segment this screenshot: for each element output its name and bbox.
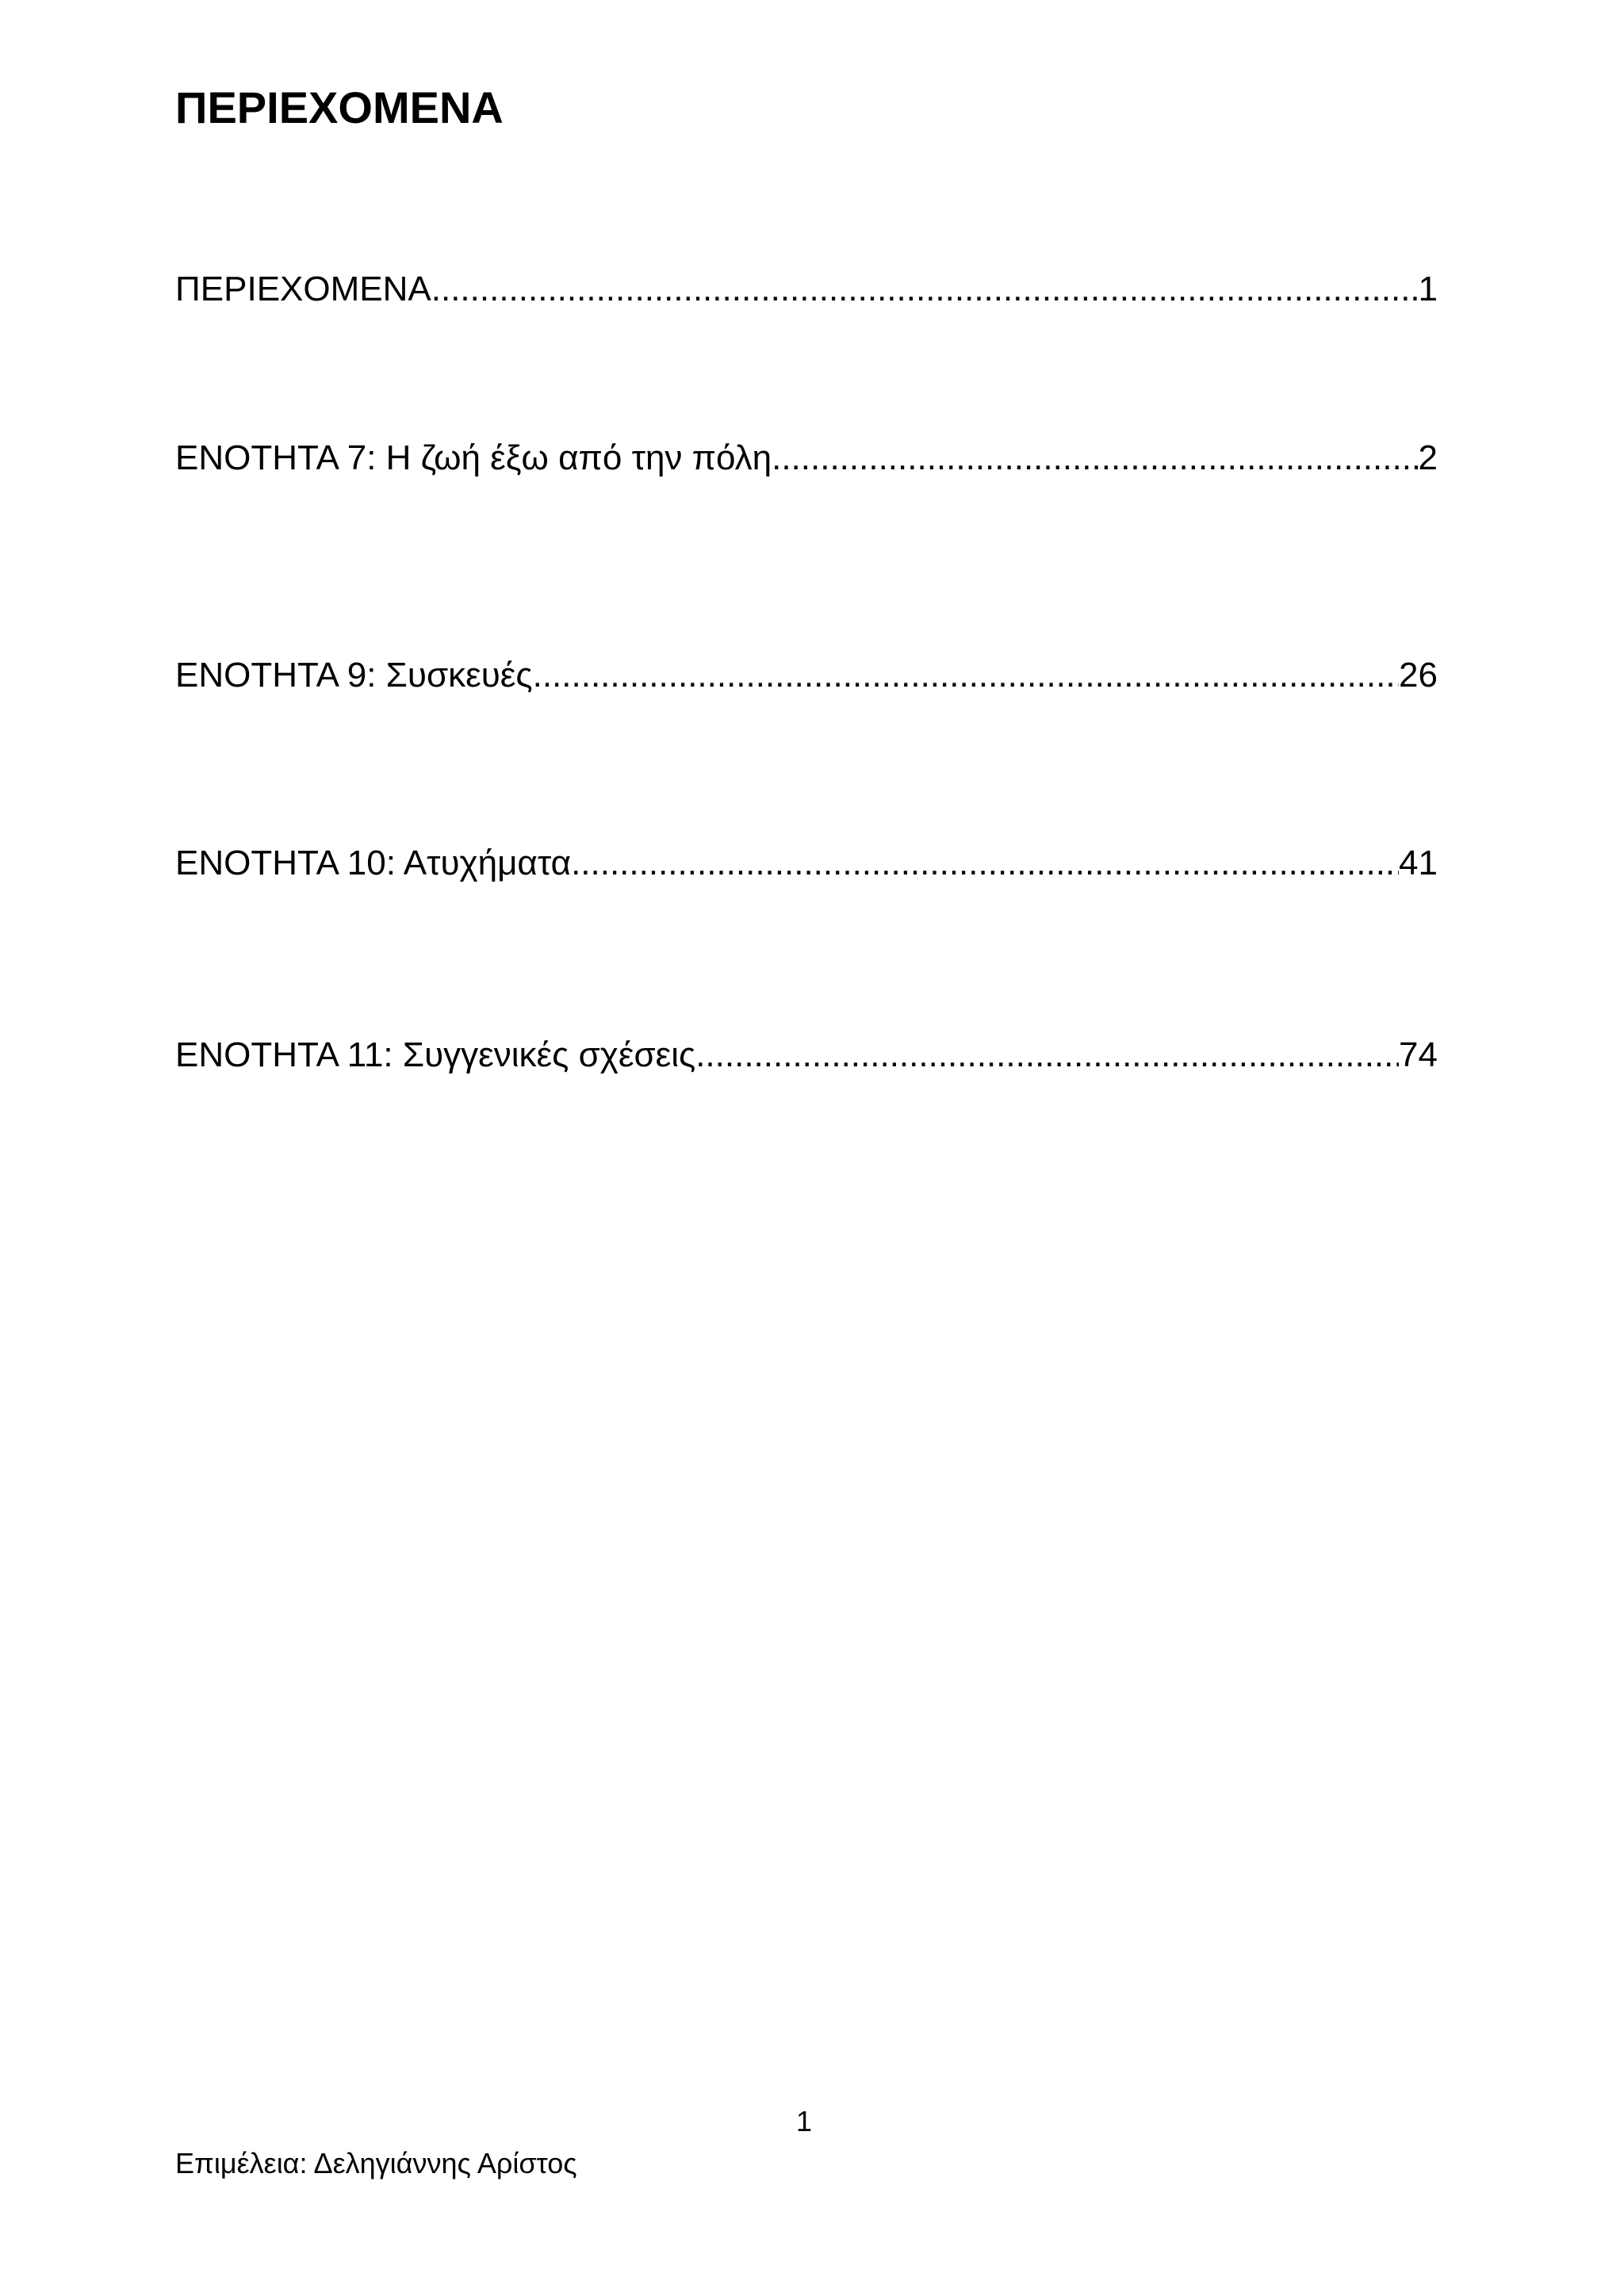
- toc-entry-unit-11[interactable]: [175, 1031, 1438, 1079]
- toc-entry-page-number: 74: [1399, 1035, 1438, 1074]
- toc-entry-label: ΠΕΡΙΕΧΟΜΕΝΑ: [175, 270, 431, 308]
- footer-page-number: 1: [795, 2105, 813, 2137]
- toc-dot-leader: [431, 266, 1419, 313]
- page-title: ΠΕΡΙΕΧΟΜΕΝΑ: [175, 82, 504, 132]
- toc-dot-leader: [533, 652, 1399, 699]
- toc-entry-label: ΕΝΟΤΗΤΑ 9: Συσκευές: [175, 656, 533, 695]
- toc-dot-leader: [695, 1031, 1399, 1079]
- toc-entry-label: ΕΝΟΤΗΤΑ 11: Συγγενικές σχέσεις: [175, 1035, 696, 1074]
- toc-entry-unit-7[interactable]: [175, 434, 1438, 482]
- toc-entry-contents[interactable]: [175, 266, 1438, 313]
- toc-entry-unit-10[interactable]: [175, 840, 1438, 887]
- footer-editor-credit: Επιμέλεια: Δεληγιάννης Αρίστος: [175, 2147, 577, 2179]
- toc-entry-page-number: 26: [1399, 656, 1438, 695]
- toc-entry-page-number: 2: [1418, 438, 1438, 477]
- toc-entry-page-number: 1: [1418, 270, 1438, 308]
- toc-entry-label: ΕΝΟΤΗΤΑ 7: Η ζωή έξω από την πόλη: [175, 438, 772, 477]
- toc-entry-page-number: 41: [1399, 844, 1438, 882]
- toc-dot-leader: [772, 434, 1418, 482]
- toc-entry-label: ΕΝΟΤΗΤΑ 10: Ατυχήματα: [175, 844, 572, 882]
- toc-entry-unit-9[interactable]: [175, 652, 1438, 699]
- toc-dot-leader: [571, 840, 1399, 887]
